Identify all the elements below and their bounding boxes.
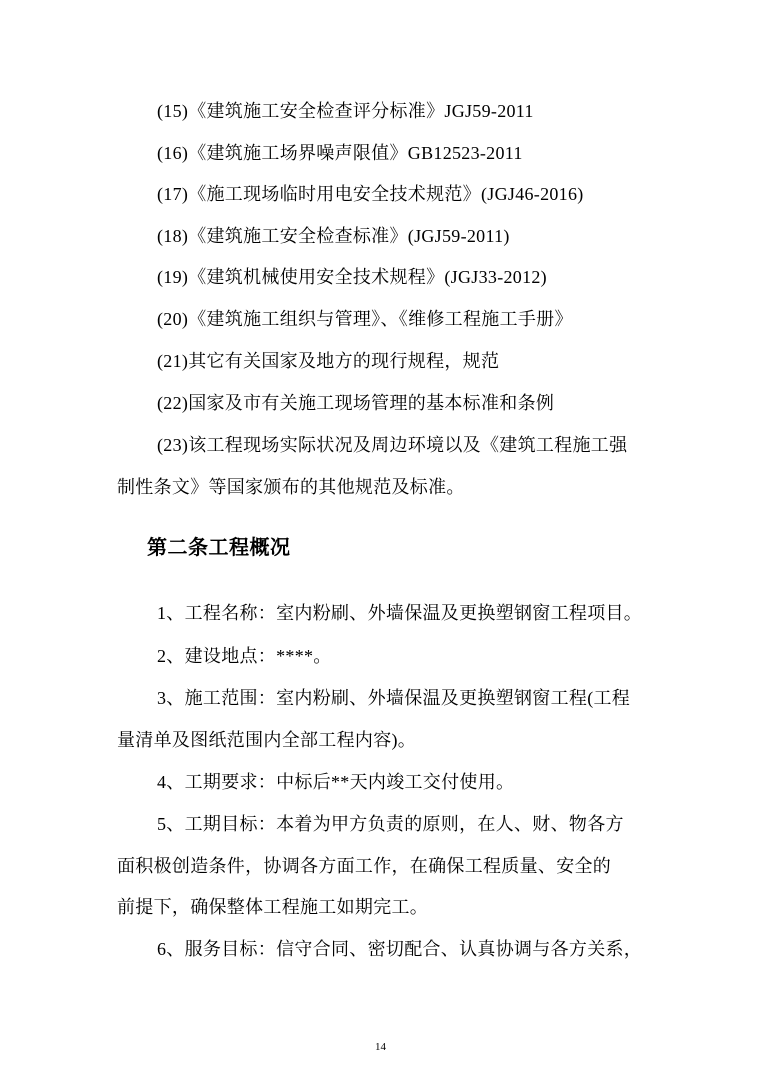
overview-item-3-continuation: 量清单及图纸范围内全部工程内容)。	[117, 730, 417, 750]
reference-item-21: (21)其它有关国家及地方的现行规程，规范	[157, 351, 500, 371]
reference-item-23-continuation: 制性条文》等国家颁布的其他规范及标准。	[117, 477, 465, 497]
overview-item-5-continuation-1: 面积极创造条件，协调各方面工作，在确保工程质量、安全的	[117, 856, 612, 876]
reference-item-20: (20)《建筑施工组织与管理》、《维修工程施工手册》	[157, 309, 573, 329]
reference-item-23: (23)该工程现场实际状况及周边环境以及《建筑工程施工强	[157, 435, 628, 455]
overview-item-5: 5、工期目标：本着为甲方负责的原则，在人、财、物各方	[157, 814, 624, 834]
page-number: 14	[375, 1041, 386, 1053]
reference-item-22: (22)国家及市有关施工现场管理的基本标准和条例	[157, 393, 555, 413]
overview-item-6: 6、服务目标：信守合同、密切配合、认真协调与各方关系，	[157, 939, 643, 959]
reference-item-17: (17)《施工现场临时用电安全技术规范》(JGJ46-2016)	[157, 184, 584, 204]
overview-item-4: 4、工期要求：中标后**天内竣工交付使用。	[157, 772, 515, 792]
overview-item-5-continuation-2: 前提下，确保整体工程施工如期完工。	[117, 897, 429, 917]
overview-item-3: 3、施工范围：室内粉刷、外墙保温及更换塑钢窗工程(工程	[157, 688, 631, 708]
reference-item-18: (18)《建筑施工安全检查标准》(JGJ59-2011)	[157, 226, 510, 246]
reference-item-19: (19)《建筑机械使用安全技术规程》(JGJ33-2012)	[157, 267, 547, 287]
section-title: 第二条工程概况	[147, 535, 291, 559]
reference-item-16: (16)《建筑施工场界噪声限值》GB12523-2011	[157, 143, 523, 163]
overview-item-2: 2、建设地点：****。	[157, 646, 332, 666]
overview-item-1: 1、工程名称：室内粉刷、外墙保温及更换塑钢窗工程项目。	[157, 603, 643, 623]
reference-item-15: (15)《建筑施工安全检查评分标准》JGJ59-2011	[157, 101, 534, 121]
